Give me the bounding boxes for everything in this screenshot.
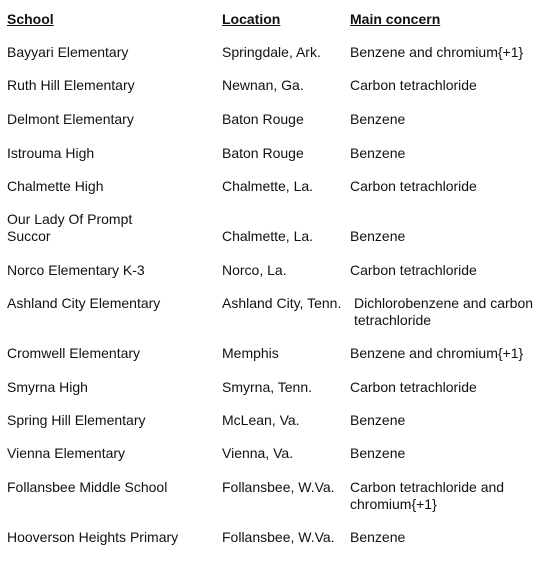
cell-school: Follansbee Middle School [7,479,168,495]
cell-location: Follansbee, W.Va. [222,529,335,545]
cell-location: Vienna, Va. [222,445,294,461]
cell-main-concern: Benzene [350,529,406,545]
cell-main-concern: Carbon tetrachloride and chromium{+1} [350,479,505,512]
cell-main-concern: Benzene [350,445,406,461]
cell-main-concern: Carbon tetrachloride [350,77,477,93]
cell-main-concern: Carbon tetrachloride [350,379,477,395]
header-main-concern: Main concern [350,11,441,27]
cell-school: Hooverson Heights Primary [7,529,179,545]
cell-main-concern: Benzene [350,228,406,244]
cell-main-concern: Benzene [350,412,406,428]
cell-school: Chalmette High [7,178,104,194]
cell-location: Memphis [222,345,279,361]
cell-school: Istrouma High [7,145,95,161]
cell-main-concern: Dichlorobenzene and carbon tetrachloride [354,295,534,328]
cell-main-concern: Benzene and chromium{+1} [350,44,524,60]
cell-school: Norco Elementary K-3 [7,262,145,278]
cell-main-concern: Benzene [350,111,406,127]
cell-location: Baton Rouge [222,111,304,127]
cell-location: Springdale, Ark. [222,44,321,60]
cell-main-concern: Carbon tetrachloride [350,178,477,194]
cell-school: Our Lady Of Prompt Succor [7,211,133,244]
cell-main-concern: Benzene and chromium{+1} [350,345,524,361]
cell-main-concern: Carbon tetrachloride [350,262,477,278]
cell-location: Smyrna, Tenn. [222,379,313,395]
cell-location: Norco, La. [222,262,287,278]
cell-location: Follansbee, W.Va. [222,479,335,495]
cell-location: Chalmette, La. [222,228,314,244]
cell-location: Baton Rouge [222,145,304,161]
header-school: School [7,11,54,27]
cell-school: Ashland City Elementary [7,295,161,311]
header-location: Location [222,11,281,27]
cell-school: Smyrna High [7,379,88,395]
cell-main-concern: Benzene [350,145,406,161]
cell-school: Vienna Elementary [7,445,126,461]
cell-location: Ashland City, Tenn. [222,295,342,311]
cell-school: Bayyari Elementary [7,44,129,60]
cell-location: Chalmette, La. [222,178,314,194]
cell-school: Ruth Hill Elementary [7,77,135,93]
cell-school: Cromwell Elementary [7,345,141,361]
cell-location: McLean, Va. [222,412,300,428]
cell-school: Delmont Elementary [7,111,134,127]
cell-school: Spring Hill Elementary [7,412,146,428]
cell-location: Newnan, Ga. [222,77,304,93]
